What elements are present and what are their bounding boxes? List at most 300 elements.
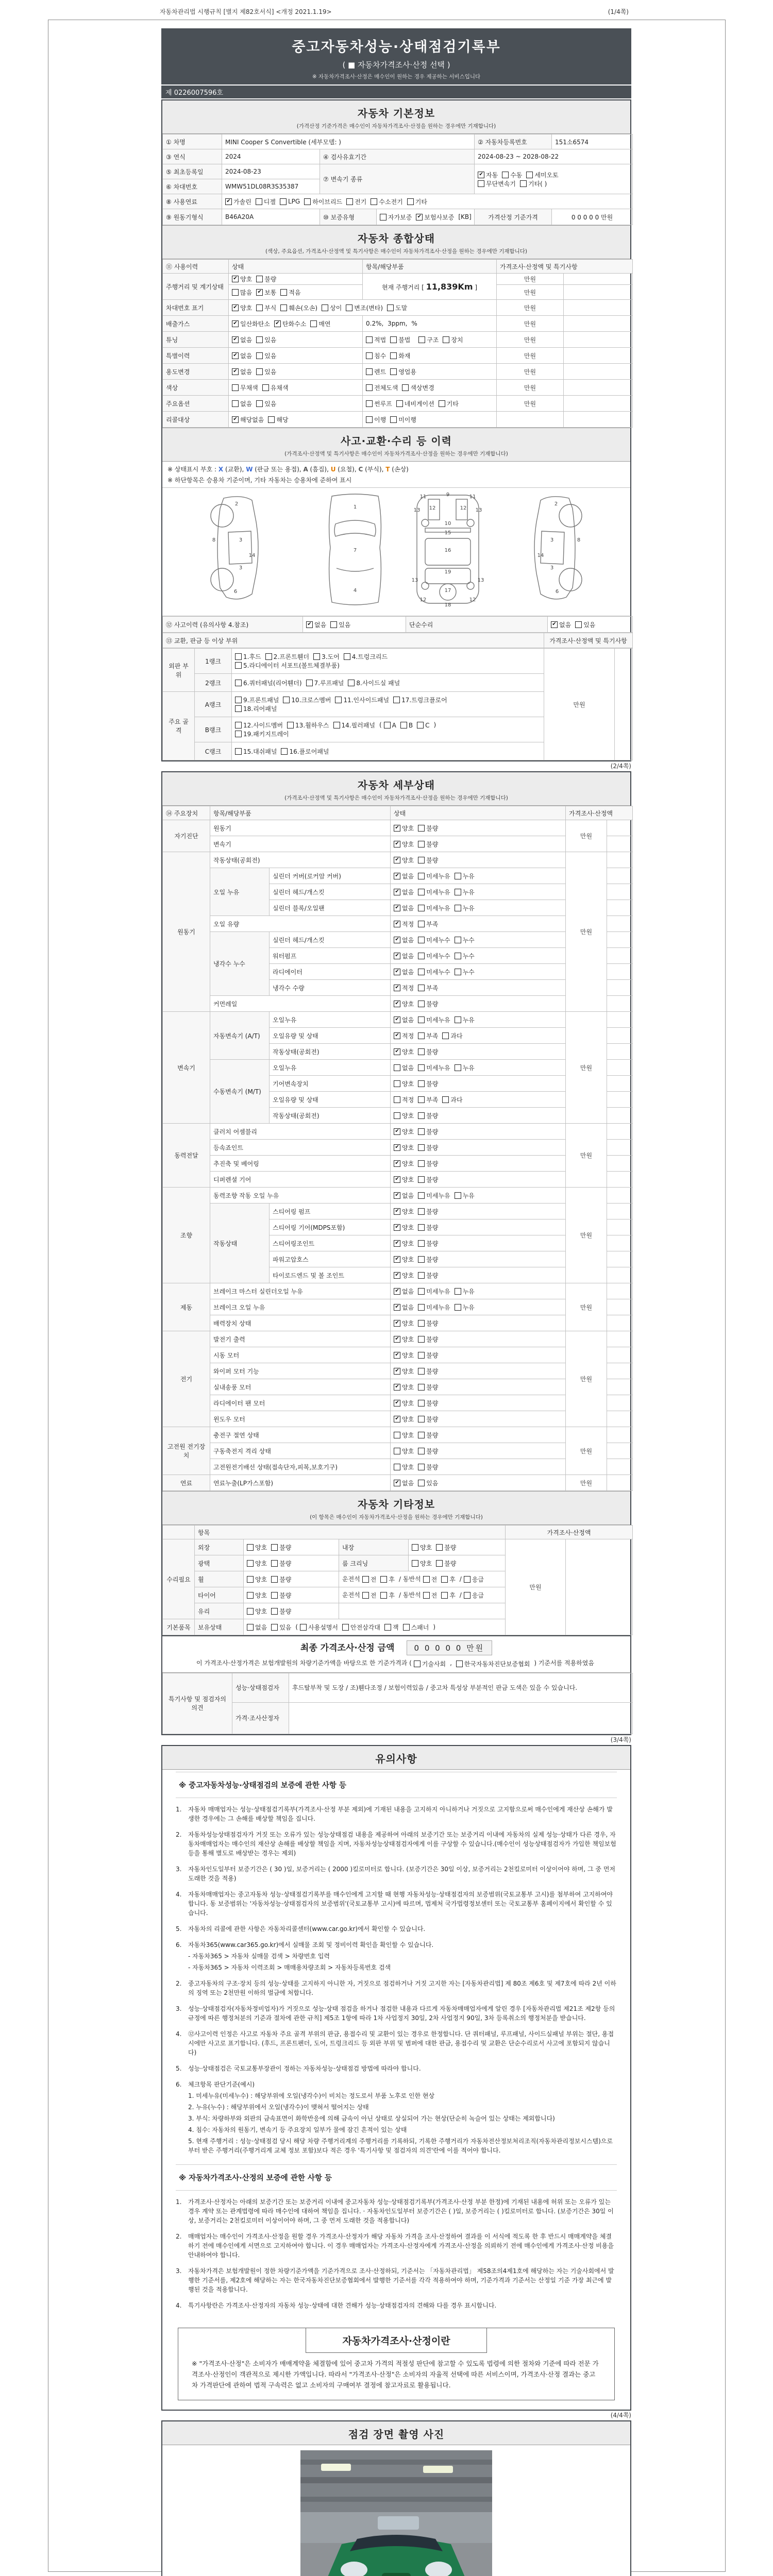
checkbox-icon [256,368,263,375]
note-cell [607,1092,633,1108]
checkbox-option[interactable] [414,1659,446,1668]
checkbox-icon [418,336,425,343]
checkbox-option[interactable] [394,1335,414,1344]
checkbox-option[interactable] [442,1031,462,1040]
checkbox-option[interactable] [418,1111,438,1120]
checkbox-option[interactable] [418,1223,438,1232]
checkbox-option[interactable] [394,1175,414,1184]
checkbox-option[interactable] [362,1575,377,1584]
checkbox-icon [394,1064,400,1071]
checkbox-icon: ✔ [394,1144,400,1151]
checkbox-option[interactable] [394,1351,414,1360]
checkbox-option[interactable] [300,1623,338,1632]
checkbox-option[interactable] [232,351,252,360]
checkbox-option[interactable] [394,1079,414,1088]
diagram-part-number: 13 [411,578,418,583]
checkbox-option[interactable] [418,1271,438,1280]
checkbox-option[interactable] [455,1191,475,1200]
checkbox-option[interactable] [366,367,386,376]
checkbox-option[interactable] [439,399,459,408]
checkbox-option[interactable] [390,351,410,360]
checkbox-option[interactable] [394,1095,414,1104]
checkbox-option[interactable] [394,824,414,833]
checkbox-option[interactable] [418,1303,450,1312]
checkbox-option[interactable] [280,303,317,312]
state-options [391,1204,566,1219]
checkbox-option[interactable] [390,335,410,344]
sub-group-label: 오일 누유 [210,868,270,916]
checkbox-option[interactable] [394,1207,414,1216]
checkbox-option[interactable] [394,1463,414,1471]
diagram-part-number: 3 [550,565,554,571]
checkbox-option[interactable] [394,1191,414,1200]
checkbox-option[interactable] [274,319,306,328]
notice-item [176,1940,617,1950]
checkbox-option[interactable] [268,415,288,424]
checkbox-option[interactable] [394,1303,414,1312]
row-label: 리콜대상 [163,412,229,428]
checkbox-option[interactable] [394,1047,414,1056]
checkbox-icon [384,1624,391,1631]
state-options [409,1555,506,1571]
checkbox-option[interactable] [394,1223,414,1232]
checkbox-option[interactable] [362,1591,377,1600]
checkbox-option[interactable] [232,319,270,328]
checkbox-option[interactable] [418,1079,438,1088]
checkbox-option[interactable] [247,1559,267,1568]
option-text: ( [295,1623,298,1631]
checkbox-option[interactable] [366,383,398,392]
option-label: 장치 [451,336,463,344]
checkbox-option[interactable] [366,415,386,424]
checkbox-option[interactable] [441,1575,456,1584]
checkbox-option[interactable] [418,856,438,865]
checkbox-option[interactable] [400,722,413,729]
checkbox-option[interactable] [235,679,302,687]
checkbox-option[interactable] [394,1239,414,1248]
row-label: 차대번호 표기 [163,300,229,316]
option-label: 있음 [339,621,351,629]
checkbox-option[interactable] [441,1591,456,1600]
row-label: 배출가스 [163,316,229,332]
checkbox-option[interactable] [478,179,516,188]
item-label: 원동기 [210,820,391,836]
checkbox-option[interactable] [280,198,300,205]
checkbox-option[interactable] [455,904,475,912]
checkbox-option[interactable] [418,1015,450,1024]
checkbox-option[interactable] [387,303,407,312]
checkbox-icon [271,1544,278,1551]
checkbox-option[interactable] [380,1591,395,1600]
option-label: 미세누유 [426,1303,450,1311]
checkbox-option[interactable] [394,968,414,976]
checkbox-option[interactable] [418,904,450,912]
checkbox-option[interactable] [262,383,289,392]
checkbox-option[interactable] [394,856,414,865]
checkbox-option[interactable] [394,1399,414,1408]
checkbox-icon: ✔ [256,289,263,296]
option-label: 6.쿼터패널(리어휀더) [243,679,302,687]
checkbox-option[interactable] [281,747,329,756]
checkbox-option[interactable] [256,197,276,206]
checkbox-option[interactable] [412,1559,432,1568]
checkbox-option[interactable] [412,1543,432,1552]
item-label: 와이퍼 모터 기능 [210,1363,391,1379]
checkbox-option[interactable] [394,840,414,849]
checkbox-option[interactable] [344,652,388,661]
checkbox-option[interactable] [232,367,252,376]
checkbox-option[interactable] [394,1287,414,1296]
checkbox-option[interactable] [380,1575,395,1584]
note-text: ) 기준서를 적용하였음 [534,1659,594,1667]
checkbox-option[interactable] [418,1063,450,1072]
checkbox-option[interactable] [235,704,277,713]
checkbox-option[interactable] [455,872,475,880]
option-label: 없음 [402,1479,414,1487]
item-label: 윈도우 모터 [210,1411,391,1427]
item-label: 작동상태(공회전) [210,852,391,868]
checkbox-option[interactable] [256,351,276,360]
checkbox-option[interactable] [526,171,558,179]
checkbox-option[interactable] [418,952,450,960]
checkbox-option[interactable] [271,1607,291,1616]
checkbox-option[interactable] [306,679,344,687]
checkbox-option[interactable] [271,1559,291,1568]
checkbox-option[interactable] [418,1191,450,1200]
checkbox-option[interactable] [418,920,438,928]
checkbox-option[interactable] [225,197,251,206]
checkbox-option[interactable] [232,303,252,312]
checkbox-option[interactable] [443,335,463,344]
checkbox-option[interactable] [394,1031,414,1040]
checkbox-option[interactable] [235,652,261,661]
checkbox-option[interactable] [283,696,331,704]
note-cell [615,649,633,760]
checkbox-option[interactable] [232,335,252,344]
item-label: 구동축전지 격리 상태 [210,1443,391,1459]
summary-title: 자동차 종합상태 [357,232,435,245]
checkbox-option[interactable] [394,1159,414,1168]
checkbox-option[interactable] [455,936,475,944]
checkbox-option[interactable] [417,722,429,729]
checkbox-option[interactable] [394,872,414,880]
option-label: 불량 [426,1463,439,1471]
checkbox-icon [396,400,403,407]
rank-items [232,649,544,674]
checkbox-option[interactable] [394,936,414,944]
diagram-part-number: 10 [444,521,451,527]
checkbox-option[interactable] [418,984,438,992]
checkbox-option[interactable] [247,1543,267,1552]
checkbox-option[interactable] [394,1015,414,1024]
checkbox-option[interactable] [394,888,414,896]
checkbox-option[interactable] [478,171,498,179]
checkbox-option[interactable] [232,288,252,297]
checkbox-option[interactable] [247,1607,267,1616]
checkbox-option[interactable] [394,1431,414,1439]
checkbox-option[interactable] [418,1287,450,1296]
checkbox-option[interactable] [247,1575,267,1584]
checkbox-option[interactable] [256,399,276,408]
checkbox-option[interactable] [235,696,279,704]
checkbox-option[interactable] [271,1623,291,1632]
checkbox-option[interactable] [306,620,326,629]
checkbox-option[interactable] [394,904,414,912]
checkbox-option[interactable] [455,888,475,896]
checkbox-option[interactable] [394,1415,414,1423]
option-label: 양호 [402,1240,414,1247]
checkbox-option[interactable] [396,399,434,408]
checkbox-option[interactable] [394,1063,414,1072]
checkbox-option[interactable] [390,415,416,424]
checkbox-option[interactable] [418,1351,438,1360]
checkbox-option[interactable] [232,383,258,392]
option-label: 후 [389,1592,395,1599]
checkbox-option[interactable] [380,213,412,222]
checkbox-icon [300,1624,307,1631]
checkbox-option[interactable] [418,1479,438,1487]
checkbox-option[interactable] [394,1447,414,1455]
checkbox-option[interactable] [342,1623,380,1632]
checkbox-option[interactable] [418,1383,438,1392]
checkbox-option[interactable] [575,620,595,629]
checkbox-option[interactable] [455,968,475,976]
field-value [222,134,475,149]
checkbox-option[interactable] [418,1239,438,1248]
checkbox-option[interactable] [418,1319,438,1328]
option-label: 불량 [426,1351,439,1359]
field-label: ⑤ 최초등록일 [163,164,222,179]
device-group-label: 자기진단 [163,820,210,852]
checkbox-icon [418,969,425,975]
checkbox-option[interactable] [390,367,416,376]
checkbox-option[interactable] [464,1575,484,1584]
checkbox-option[interactable] [393,696,447,704]
item-options [363,364,497,380]
checkbox-option[interactable] [322,303,342,312]
checkbox-option[interactable] [418,872,450,880]
checkbox-option[interactable] [310,319,330,328]
state-options [229,364,363,380]
checkbox-option[interactable] [394,1479,414,1487]
legend-token: W [246,466,253,473]
price-cell: 만원 [497,274,564,285]
checkbox-icon [456,1660,463,1667]
checkbox-option[interactable] [394,984,414,992]
checkbox-option[interactable] [436,1559,456,1568]
checkbox-option[interactable] [418,840,438,849]
notice-item [176,1979,617,1997]
checkbox-icon [268,416,275,423]
checkbox-option[interactable] [333,721,375,730]
checkbox-option[interactable] [455,1303,475,1312]
checkbox-option[interactable] [304,197,342,206]
option-label: 색상변경 [410,384,434,392]
option-label: 불량 [426,1080,439,1088]
checkbox-option[interactable] [418,824,438,833]
checkbox-option[interactable] [394,1111,414,1120]
checkbox-icon [455,969,461,975]
checkbox-option[interactable] [418,1255,438,1264]
checkbox-icon: ✔ [394,889,400,895]
option-label: 잭 [393,1623,399,1631]
checkbox-option[interactable] [384,1623,399,1632]
checkbox-icon [346,198,353,205]
checkbox-icon: ✔ [394,1176,400,1183]
checkbox-option[interactable] [394,920,414,928]
checkbox-option[interactable] [271,1575,291,1584]
checkbox-option[interactable] [256,303,276,312]
checkbox-icon: ✔ [416,214,423,221]
note-cell [607,1443,633,1459]
checkbox-option[interactable] [418,1127,438,1136]
checkbox-option[interactable] [394,1383,414,1392]
checkbox-option[interactable] [313,652,340,661]
checkbox-option[interactable] [265,652,309,661]
page2-block [161,771,631,1735]
checkbox-option[interactable] [394,999,414,1008]
state-options [229,380,363,396]
checkbox-option[interactable] [256,367,276,376]
checkbox-option[interactable] [247,1591,267,1600]
checkbox-option[interactable] [394,1271,414,1280]
option-label: 미세누유 [426,1064,450,1072]
fuel-options [222,194,633,209]
checkbox-icon [418,1001,425,1007]
checkbox-option[interactable] [418,1447,438,1455]
checkbox-option[interactable] [551,620,571,629]
checkbox-option[interactable] [384,722,396,729]
checkbox-option[interactable] [235,721,283,730]
option-label: 적법 [374,336,386,344]
checkbox-option[interactable] [403,1623,429,1632]
legend-note: ※ 하단항목은 승용차 기준이며, 기타 자동차는 승용차에 준하여 표시 [167,477,352,484]
final-amount-note [162,1658,630,1673]
checkbox-option[interactable] [394,1143,414,1152]
checkbox-option[interactable] [423,1591,438,1600]
checkbox-option[interactable] [418,968,450,976]
warranty-options [377,209,475,225]
checkbox-option[interactable] [442,1095,462,1104]
checkbox-option[interactable] [232,275,252,283]
etc-title: 자동차 기타정보 [357,1498,435,1511]
checkbox-option[interactable] [418,888,450,896]
checkbox-option[interactable] [418,1415,438,1423]
checkbox-option[interactable] [436,1543,456,1552]
checkbox-option[interactable] [418,1143,438,1152]
checkbox-option[interactable] [418,1095,438,1104]
checkbox-option[interactable] [418,1367,438,1376]
checkbox-icon [520,180,527,187]
option-label: 미이행 [398,416,416,423]
checkbox-option[interactable] [394,1319,414,1328]
checkbox-option[interactable] [455,1015,475,1024]
checkbox-option[interactable] [232,399,252,408]
checkbox-option[interactable] [520,179,547,188]
checkbox-option[interactable] [418,335,439,344]
checkbox-option[interactable] [394,952,414,960]
checkbox-option[interactable] [232,415,264,424]
price-cell: 만원 [566,1283,607,1331]
checkbox-option[interactable] [418,1159,438,1168]
item-label: 실린더 블록/오일팬 [270,900,391,916]
checkbox-option[interactable] [464,1591,484,1600]
checkbox-option[interactable] [394,1367,414,1376]
checkbox-option[interactable] [456,1659,530,1668]
checkbox-option[interactable] [394,1255,414,1264]
checkbox-icon: ✔ [394,1192,400,1199]
checkbox-option[interactable] [256,288,276,297]
checkbox-option[interactable] [287,721,329,730]
checkbox-option[interactable] [235,730,289,738]
checkbox-option[interactable] [407,197,427,206]
item-label: 라디에이터 [270,964,391,980]
checkbox-option[interactable] [418,936,450,944]
checkbox-option[interactable] [346,303,383,312]
checkbox-icon [418,1112,425,1119]
checkbox-option[interactable] [418,1207,438,1216]
state-options [244,1603,339,1619]
checkbox-option[interactable] [418,1335,438,1344]
checkbox-option[interactable] [394,1127,414,1136]
checkbox-option[interactable] [418,1175,438,1184]
checkbox-option[interactable] [371,197,402,206]
checkbox-option[interactable] [416,213,454,222]
state-options [391,1235,566,1251]
checkbox-option[interactable] [418,1031,438,1040]
checkbox-option[interactable] [418,1431,438,1439]
table [162,1673,633,1734]
checkbox-option[interactable] [247,1623,267,1632]
checkbox-option[interactable] [418,1399,438,1408]
checkbox-option[interactable] [235,661,340,670]
rank-label: C랭크 [195,742,232,760]
option-label: 후 [389,1576,395,1583]
checkbox-option[interactable] [256,335,276,344]
checkbox-option[interactable] [280,288,300,297]
option-label: 하이브리드 [312,198,343,206]
checkbox-option[interactable] [455,1063,475,1072]
checkbox-option[interactable] [366,399,392,408]
checkbox-option[interactable] [423,1575,438,1584]
checkbox-option[interactable] [348,679,400,687]
checkbox-option[interactable] [402,383,434,392]
checkbox-option[interactable] [418,1463,438,1471]
option-label: 도말 [395,304,408,312]
checkbox-option[interactable] [346,197,366,206]
checkbox-option[interactable] [418,999,438,1008]
diagram-part-number: 11 [419,494,427,500]
diagram-part-number: 4 [353,588,357,594]
checkbox-option[interactable] [366,351,386,360]
option-label: 불량 [426,1208,439,1215]
checkbox-icon [418,873,425,879]
checkbox-option[interactable] [366,335,386,344]
checkbox-option[interactable] [455,952,475,960]
corner-cell [163,1526,195,1539]
checkbox-option[interactable] [335,696,389,704]
checkbox-option[interactable] [271,1591,291,1600]
checkbox-option[interactable] [235,747,277,756]
checkbox-option[interactable] [256,275,276,283]
checkbox-option[interactable] [418,1047,438,1056]
checkbox-icon: ✔ [394,1160,400,1167]
checkbox-option[interactable] [271,1543,291,1552]
checkbox-option[interactable] [502,171,522,179]
checkbox-option[interactable] [455,1287,475,1296]
checkbox-option[interactable] [330,620,350,629]
checkbox-icon [418,1384,425,1391]
